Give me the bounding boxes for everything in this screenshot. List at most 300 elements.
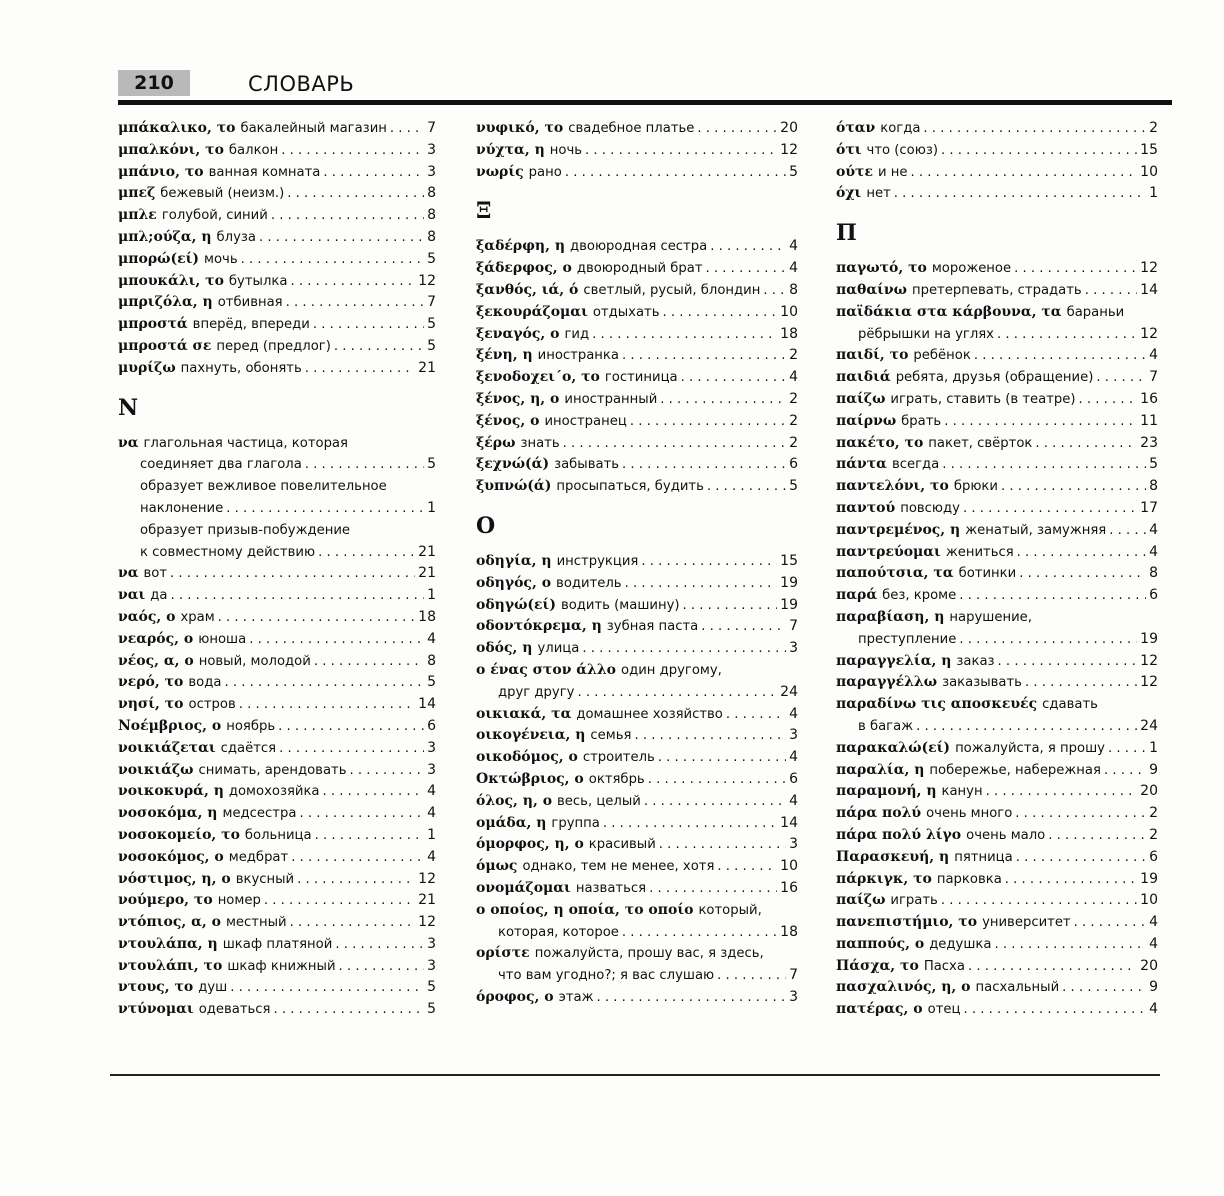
entry-headword: μπεζ	[118, 185, 156, 202]
dictionary-entry	[476, 118, 798, 140]
entry-translation: просыпаться, будить	[556, 479, 704, 495]
dictionary-entry	[118, 760, 436, 782]
dot-leader	[706, 258, 787, 280]
entry-translation: брать	[901, 413, 942, 429]
entry-headword: παίζω	[836, 892, 886, 909]
entry-lesson-number: 7	[427, 294, 436, 311]
entry-translation: пакет, свёрток	[928, 435, 1033, 451]
entry-lesson-number: 4	[427, 848, 436, 865]
dot-leader	[1015, 803, 1146, 825]
entry-headword: παιδί, το	[836, 347, 909, 364]
entry-headword: οδός, η	[476, 640, 533, 657]
dot-leader	[1017, 542, 1146, 564]
dictionary-entry	[836, 258, 1158, 280]
dot-leader	[264, 890, 415, 912]
entry-lesson-number: 8	[1149, 478, 1158, 495]
dictionary-entry	[836, 999, 1158, 1021]
dot-leader	[274, 999, 425, 1021]
dictionary-entry	[836, 411, 1158, 433]
entry-headword: ξένος, η, ο	[476, 390, 560, 407]
entry-lesson-number: 4	[1149, 935, 1158, 952]
dot-leader	[1025, 672, 1137, 694]
entry-headword: παθαίνω	[836, 281, 907, 298]
dot-leader	[644, 791, 786, 813]
entry-lesson-number: 8	[427, 228, 436, 245]
entry-translation: перед (предлог)	[216, 338, 331, 354]
dot-leader	[1085, 280, 1137, 302]
entry-headword: να	[118, 434, 139, 451]
entry-lesson-number: 4	[1149, 347, 1158, 364]
entry-lesson-number: 5	[427, 250, 436, 267]
entry-lesson-number: 1	[427, 587, 436, 604]
dictionary-entry	[118, 977, 436, 999]
dot-leader	[959, 585, 1146, 607]
dot-leader	[1014, 258, 1137, 280]
dictionary-entry	[118, 716, 436, 738]
entry-lesson-number: 15	[780, 552, 798, 569]
dot-leader	[974, 345, 1146, 367]
entry-translation: заказывать	[942, 675, 1022, 691]
dot-leader	[290, 271, 415, 293]
entry-headword: ονομάζομαι	[476, 879, 571, 896]
dictionary-entry	[836, 629, 1158, 651]
entry-translation: Пасха	[923, 958, 965, 974]
entry-headword: ξάδερφος, ο	[476, 260, 572, 277]
entry-headword: νόστιμος, η, ο	[118, 870, 231, 887]
entry-translation: ребёнок	[913, 348, 971, 364]
dot-leader	[323, 781, 425, 803]
dictionary-entry	[836, 847, 1158, 869]
entry-headword: μπροστά σε	[118, 337, 212, 354]
dot-leader	[170, 563, 415, 585]
entry-translation: местный	[225, 915, 287, 931]
entry-headword: ναι	[118, 587, 146, 604]
entry-lesson-number: 12	[1140, 325, 1158, 342]
dictionary-entry	[836, 869, 1158, 891]
entry-lesson-number: 12	[418, 272, 436, 289]
dictionary-entry	[118, 249, 436, 271]
dot-leader	[603, 813, 777, 835]
entry-headword: παραλία, η	[836, 761, 925, 778]
entry-headword: ντους, το	[118, 979, 194, 996]
entry-translation: бутылка	[228, 273, 288, 289]
entry-translation: соединяет два глагола	[140, 457, 302, 473]
dot-leader	[1108, 738, 1146, 760]
entry-lesson-number: 2	[1149, 120, 1158, 136]
entry-headword: παίζω	[836, 390, 886, 407]
entry-lesson-number: 2	[789, 390, 798, 407]
dictionary-entry	[476, 162, 798, 184]
entry-translation: что (союз)	[866, 142, 939, 158]
entry-translation: вот	[143, 566, 168, 582]
dictionary-entry	[118, 803, 436, 825]
dictionary-entry	[476, 454, 798, 476]
dot-leader	[278, 716, 424, 738]
entry-lesson-number: 4	[789, 749, 798, 766]
entry-translation: ванная комната	[208, 164, 321, 180]
entry-translation: что вам угодно?; я вас слушаю	[498, 968, 715, 984]
entry-lesson-number: 10	[780, 303, 798, 320]
dictionary-entry	[836, 345, 1158, 367]
entry-translation: побережье, набережная	[929, 762, 1101, 778]
dot-leader	[1001, 476, 1146, 498]
entry-translation: иностранка	[537, 348, 619, 364]
entry-headword: μπροστά	[118, 316, 188, 333]
dictionary-entry	[476, 280, 798, 302]
entry-lesson-number: 10	[1140, 163, 1158, 180]
entry-headword: όμως	[476, 858, 518, 875]
entry-headword: ναός, ο	[118, 608, 176, 625]
dictionary-entry	[836, 651, 1158, 673]
entry-headword: παίρνω	[836, 412, 897, 429]
entry-translation: вкусный	[235, 871, 295, 887]
entry-lesson-number: 21	[418, 359, 436, 376]
entry-translation: канун	[941, 784, 983, 800]
dictionary-entry	[476, 573, 798, 595]
entry-translation: семья	[590, 728, 632, 744]
dictionary-entry	[476, 704, 798, 726]
dictionary-entry	[836, 520, 1158, 542]
dot-leader	[726, 704, 786, 726]
entry-translation: сдавать	[1042, 697, 1098, 713]
entry-lesson-number: 5	[427, 316, 436, 333]
entry-translation: пожалуйста, прошу вас, я здесь,	[534, 946, 764, 962]
entry-headword: πακέτο, το	[836, 434, 924, 451]
dictionary-entry	[836, 476, 1158, 498]
entry-headword: ούτε	[836, 163, 873, 180]
entry-lesson-number: 17	[1140, 499, 1158, 516]
entry-headword: ξεναγός, ο	[476, 325, 560, 342]
entry-translation: иностранец	[544, 413, 627, 429]
entry-translation: без, кроме	[882, 588, 957, 604]
dot-leader	[290, 912, 416, 934]
entry-lesson-number: 19	[1140, 870, 1158, 887]
dictionary-entry	[118, 999, 436, 1021]
dot-leader	[941, 890, 1137, 912]
dot-leader	[1062, 977, 1146, 999]
page-number: 210	[118, 70, 190, 96]
dot-leader	[259, 227, 424, 249]
entry-translation: иностранный	[564, 391, 658, 407]
dictionary-entry	[118, 271, 436, 293]
entry-headword: παιδιά	[836, 369, 891, 386]
header-rule	[118, 100, 1172, 105]
dictionary-entry	[836, 956, 1158, 978]
entry-lesson-number: 21	[418, 565, 436, 582]
dot-leader	[226, 498, 424, 520]
entry-lesson-number: 7	[1149, 369, 1158, 386]
entry-translation: да	[150, 588, 168, 604]
entry-translation: новый, молодой	[198, 653, 311, 669]
entry-translation: заказ	[956, 653, 995, 669]
dot-leader	[910, 162, 1137, 184]
entry-headword: ορίστε	[476, 945, 530, 962]
entry-headword: νησί, το	[118, 696, 184, 713]
dot-leader	[170, 585, 424, 607]
dictionary-entry	[118, 651, 436, 673]
dot-leader	[660, 389, 786, 411]
dot-leader	[350, 760, 425, 782]
entry-lesson-number: 6	[1149, 587, 1158, 604]
entry-headword: μπλ;ούζα, η	[118, 228, 212, 245]
dictionary-entry	[476, 965, 798, 987]
dictionary-entry	[476, 411, 798, 433]
entry-translation: красивый	[588, 837, 656, 853]
dot-leader	[582, 638, 786, 660]
dot-leader	[577, 682, 777, 704]
entry-lesson-number: 14	[1140, 281, 1158, 298]
entry-translation: водитель	[556, 575, 622, 591]
dictionary-entry	[118, 890, 436, 912]
dictionary-entry	[476, 595, 798, 617]
entry-translation: назваться	[575, 880, 647, 896]
entry-lesson-number: 14	[418, 696, 436, 713]
entry-lesson-number: 2	[789, 412, 798, 429]
dot-leader	[297, 869, 415, 891]
entry-translation: образует вежливое повелительное	[140, 479, 387, 495]
entry-headword: μπαλκόνι, το	[118, 141, 224, 158]
entry-translation: университет	[982, 915, 1071, 931]
dictionary-entry	[836, 825, 1158, 847]
entry-headword: παραβίαση, η	[836, 608, 945, 625]
dictionary-entry	[118, 314, 436, 336]
dictionary-entry	[118, 433, 436, 455]
entry-translation: который,	[698, 902, 762, 918]
entry-lesson-number: 4	[427, 630, 436, 647]
entry-translation: гостиница	[604, 370, 678, 386]
dot-leader	[313, 314, 424, 336]
entry-headword: μυρίζω	[118, 359, 176, 376]
entry-headword: νοσοκόμος, ο	[118, 848, 224, 865]
entry-lesson-number: 24	[1140, 717, 1158, 734]
entry-translation: знать	[520, 435, 560, 451]
dot-leader	[649, 878, 777, 900]
entry-translation: играть	[890, 893, 938, 909]
entry-translation: сдаётся	[220, 740, 277, 756]
dot-leader	[287, 183, 424, 205]
dictionary-entry	[476, 769, 798, 791]
dictionary-entry	[836, 890, 1158, 912]
entry-lesson-number: 21	[418, 892, 436, 909]
entry-lesson-number: 4	[789, 238, 798, 255]
entry-headword: ξαδέρφη, η	[476, 238, 565, 255]
dot-leader	[648, 769, 786, 791]
entry-lesson-number: 4	[789, 369, 798, 386]
dictionary-entry	[118, 934, 436, 956]
entry-lesson-number: 8	[1149, 565, 1158, 582]
entry-headword: μπάνιο, το	[118, 163, 204, 180]
entry-translation: друг другу	[498, 684, 575, 700]
entry-headword: μπουκάλι, το	[118, 272, 224, 289]
dictionary-entry	[836, 183, 1158, 205]
entry-lesson-number: 3	[789, 988, 798, 1005]
entry-headword: ξυπνώ(ά)	[476, 478, 552, 495]
entry-translation: медсестра	[222, 806, 297, 822]
entry-lesson-number: 1	[1149, 739, 1158, 756]
entry-headword: Οκτώβριος, ο	[476, 770, 584, 787]
entry-lesson-number: 23	[1140, 434, 1158, 451]
dictionary-entry	[836, 542, 1158, 564]
dictionary-entry	[118, 738, 436, 760]
entry-translation: пожалуйста, я прошу	[955, 740, 1105, 756]
entry-headword: οδηγώ(εί)	[476, 596, 556, 613]
entry-lesson-number: 3	[789, 836, 798, 853]
dot-leader	[701, 616, 786, 638]
entry-translation: шкаф книжный	[227, 958, 336, 974]
entry-translation: один другому,	[621, 662, 722, 678]
dictionary-entry	[118, 118, 436, 140]
dot-leader	[630, 411, 786, 433]
dictionary-entry	[476, 813, 798, 835]
entry-translation: наклонение	[140, 500, 224, 516]
dictionary-entry	[118, 956, 436, 978]
entry-translation: в багаж	[858, 718, 914, 734]
dictionary-entry	[836, 803, 1158, 825]
dot-leader	[658, 747, 786, 769]
entry-translation: юноша	[198, 631, 247, 647]
entry-translation: которая, которое	[498, 924, 619, 940]
entry-translation: бакалейный магазин	[240, 121, 387, 136]
entry-lesson-number: 3	[427, 739, 436, 756]
entry-lesson-number: 5	[427, 456, 436, 473]
section-letter: Π	[836, 220, 857, 247]
dictionary-entry	[836, 302, 1158, 324]
entry-translation: улица	[537, 641, 580, 657]
entry-headword: όροφος, ο	[476, 988, 554, 1005]
entry-translation: дедушка	[929, 936, 992, 952]
entry-lesson-number: 4	[789, 705, 798, 722]
entry-lesson-number: 4	[1149, 914, 1158, 931]
entry-lesson-number: 7	[789, 967, 798, 984]
dictionary-entry	[836, 280, 1158, 302]
entry-lesson-number: 6	[789, 456, 798, 473]
entry-headword: όλος, η, ο	[476, 792, 553, 809]
entry-translation: когда	[880, 121, 921, 136]
dictionary-entry	[118, 227, 436, 249]
entry-translation: свадебное платье	[568, 121, 695, 136]
dot-leader	[683, 595, 778, 617]
dictionary-entry	[476, 725, 798, 747]
dictionary-entry	[836, 118, 1158, 140]
entry-headword: νοικιάζεται	[118, 739, 216, 756]
entry-lesson-number: 24	[780, 683, 798, 700]
entry-lesson-number: 12	[418, 914, 436, 931]
entry-translation: повсюду	[900, 500, 960, 516]
dictionary-entry	[836, 563, 1158, 585]
entry-headword: πάρα πολύ λίγο	[836, 826, 962, 843]
dictionary-entry	[836, 607, 1158, 629]
entry-headword: παγωτό, το	[836, 260, 927, 277]
dot-leader	[279, 738, 424, 760]
entry-headword: πάρα πολύ	[836, 805, 922, 822]
entry-headword: νοσοκόμα, η	[118, 805, 218, 822]
dot-leader	[942, 454, 1146, 476]
dictionary-entry	[476, 900, 798, 922]
entry-lesson-number: 20	[1140, 957, 1158, 974]
entry-headword: παπούτσια, τα	[836, 565, 954, 582]
entry-headword: νεαρός, ο	[118, 630, 194, 647]
entry-lesson-number: 11	[1140, 412, 1158, 429]
dictionary-entry	[476, 389, 798, 411]
section-letter: Ξ	[476, 198, 492, 225]
dot-leader	[1109, 520, 1146, 542]
entry-translation: ноябрь	[226, 718, 276, 734]
entry-lesson-number: 18	[418, 608, 436, 625]
entry-headword: πάντα	[836, 456, 887, 473]
entry-headword: μπορώ(εί)	[118, 250, 200, 267]
entry-headword: νοικιάζω	[118, 761, 194, 778]
entry-translation: очень мало	[966, 827, 1046, 843]
page-title: СЛОВАРЬ	[248, 72, 355, 96]
dictionary-entry	[118, 336, 436, 358]
entry-translation: отец	[927, 1002, 961, 1018]
dictionary-entry	[836, 781, 1158, 803]
dot-leader	[563, 433, 786, 455]
entry-lesson-number: 7	[789, 618, 798, 635]
dictionary-entry	[118, 781, 436, 803]
dot-leader	[334, 336, 424, 358]
entry-lesson-number: 4	[1149, 543, 1158, 560]
entry-translation: строитель	[582, 750, 655, 766]
dot-leader	[997, 324, 1137, 346]
entry-translation: вперёд, впереди	[192, 317, 310, 333]
entry-translation: бежевый (неизм.)	[160, 186, 285, 202]
entry-headword: όχι	[836, 185, 862, 202]
entry-translation: играть, ставить (в театре)	[890, 391, 1076, 407]
entry-translation: номер	[217, 893, 261, 909]
dictionary-entry	[118, 542, 436, 564]
dot-leader	[998, 651, 1138, 673]
dot-leader	[710, 236, 786, 258]
entry-headword: μπλε	[118, 207, 157, 224]
entry-translation: ребята, друзья (обращение)	[895, 370, 1094, 386]
dot-leader	[323, 162, 424, 184]
entry-lesson-number: 5	[1149, 456, 1158, 473]
entry-translation: балкон	[228, 142, 279, 158]
dictionary-entry	[836, 367, 1158, 389]
dictionary-entry	[836, 672, 1158, 694]
dot-leader	[597, 987, 787, 1009]
dictionary-entry	[836, 585, 1158, 607]
entry-lesson-number: 19	[780, 596, 798, 613]
entry-headword: ο ένας στον άλλο	[476, 661, 617, 678]
dot-leader	[968, 956, 1137, 978]
dictionary-entry	[476, 367, 798, 389]
entry-headword: όταν	[836, 120, 876, 136]
dot-leader	[717, 856, 777, 878]
dictionary-entry	[118, 869, 436, 891]
entry-headword: νέος, α, ο	[118, 652, 194, 669]
dictionary-entry	[476, 943, 798, 965]
entry-lesson-number: 1	[427, 499, 436, 516]
entry-lesson-number: 6	[789, 770, 798, 787]
dictionary-column-3	[836, 118, 1158, 1021]
dictionary-entry	[836, 324, 1158, 346]
entry-headword: νερό, το	[118, 674, 184, 691]
entry-headword: ομάδα, η	[476, 814, 547, 831]
dot-leader	[959, 629, 1137, 651]
entry-lesson-number: 1	[427, 826, 436, 843]
entry-lesson-number: 12	[418, 870, 436, 887]
entry-translation: домохозяйка	[228, 784, 320, 800]
entry-lesson-number: 18	[780, 325, 798, 342]
entry-translation: больница	[244, 827, 312, 843]
entry-translation: голубой, синий	[161, 208, 268, 224]
dot-leader	[339, 956, 425, 978]
entry-headword: ξεκουράζομαι	[476, 303, 588, 320]
entry-translation: зубная паста	[606, 619, 699, 635]
dictionary-entry	[476, 324, 798, 346]
